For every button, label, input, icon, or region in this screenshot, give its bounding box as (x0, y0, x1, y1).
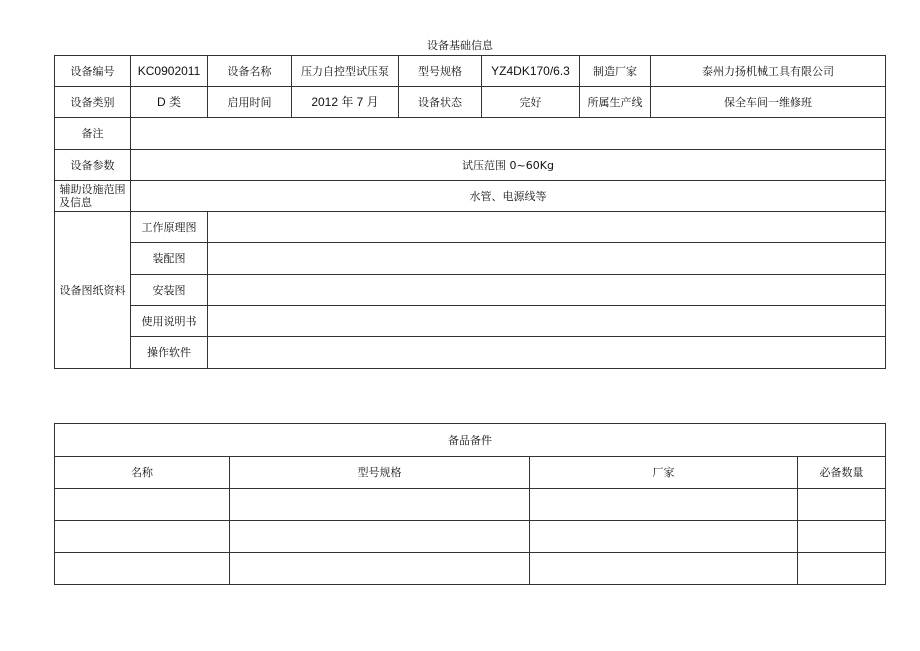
table-cell (798, 553, 886, 585)
maker-label: 制造厂家 (580, 56, 651, 87)
name-value: 压力自控型试压泵 (292, 56, 399, 87)
equipment-info-table (54, 55, 886, 369)
table-cell (230, 553, 530, 585)
drawing-item-install-value (208, 275, 886, 306)
drawing-item-software-value (208, 337, 886, 369)
code-label: 设备编号 (55, 56, 131, 87)
table-cell (530, 489, 798, 521)
table-cell (230, 521, 530, 553)
drawing-item-manual: 使用说明书 (131, 306, 208, 337)
params-label: 设备参数 (55, 150, 131, 181)
line-value: 保全车间一维修班 (651, 87, 886, 118)
table-cell (530, 553, 798, 585)
drawings-label: 设备图纸资料 (55, 212, 131, 369)
start-label: 启用时间 (208, 87, 292, 118)
drawing-item-principle-value (208, 212, 886, 243)
aux-label-line2: 及信息 (59, 196, 92, 209)
drawing-item-assembly: 装配图 (131, 243, 208, 275)
spare-parts-table (54, 423, 886, 585)
table-cell (798, 521, 886, 553)
drawing-item-software: 操作软件 (131, 337, 208, 369)
aux-label-line1: 辅助设施范围 (59, 183, 126, 196)
remark-label: 备注 (55, 118, 131, 150)
remark-value (131, 118, 886, 150)
drawing-item-assembly-value (208, 243, 886, 275)
status-value: 完好 (482, 87, 580, 118)
table-row (55, 521, 886, 553)
line-label: 所属生产线 (580, 87, 651, 118)
drawing-item-install: 安装图 (131, 275, 208, 306)
spares-header-model: 型号规格 (230, 457, 530, 489)
aux-value: 水管、电源线等 (131, 181, 886, 212)
maker-value: 泰州力扬机械工具有限公司 (651, 56, 886, 87)
table-row (55, 553, 886, 585)
start-value: 2012 年 7 月 (292, 87, 399, 118)
spares-header-name: 名称 (55, 457, 230, 489)
table-cell (55, 489, 230, 521)
status-label: 设备状态 (399, 87, 482, 118)
code-value: KC0902011 (131, 56, 208, 87)
aux-label (55, 181, 131, 212)
table-cell (798, 489, 886, 521)
table-cell (55, 521, 230, 553)
spares-header-quantity: 必备数量 (798, 457, 886, 489)
table-row (55, 489, 886, 521)
page-title: 设备基础信息 (427, 39, 493, 52)
table-cell (530, 521, 798, 553)
spares-header-maker: 厂家 (530, 457, 798, 489)
drawing-item-manual-value (208, 306, 886, 337)
table-cell (55, 553, 230, 585)
spares-title: 备品备件 (55, 424, 886, 457)
model-value: YZ4DK170/6.3 (482, 56, 580, 87)
category-value: D 类 (131, 87, 208, 118)
category-label: 设备类别 (55, 87, 131, 118)
params-value: 试压范围 0~60Kg (131, 150, 886, 181)
table-cell (230, 489, 530, 521)
model-label: 型号规格 (399, 56, 482, 87)
name-label: 设备名称 (208, 56, 292, 87)
drawing-item-principle: 工作原理图 (131, 212, 208, 243)
